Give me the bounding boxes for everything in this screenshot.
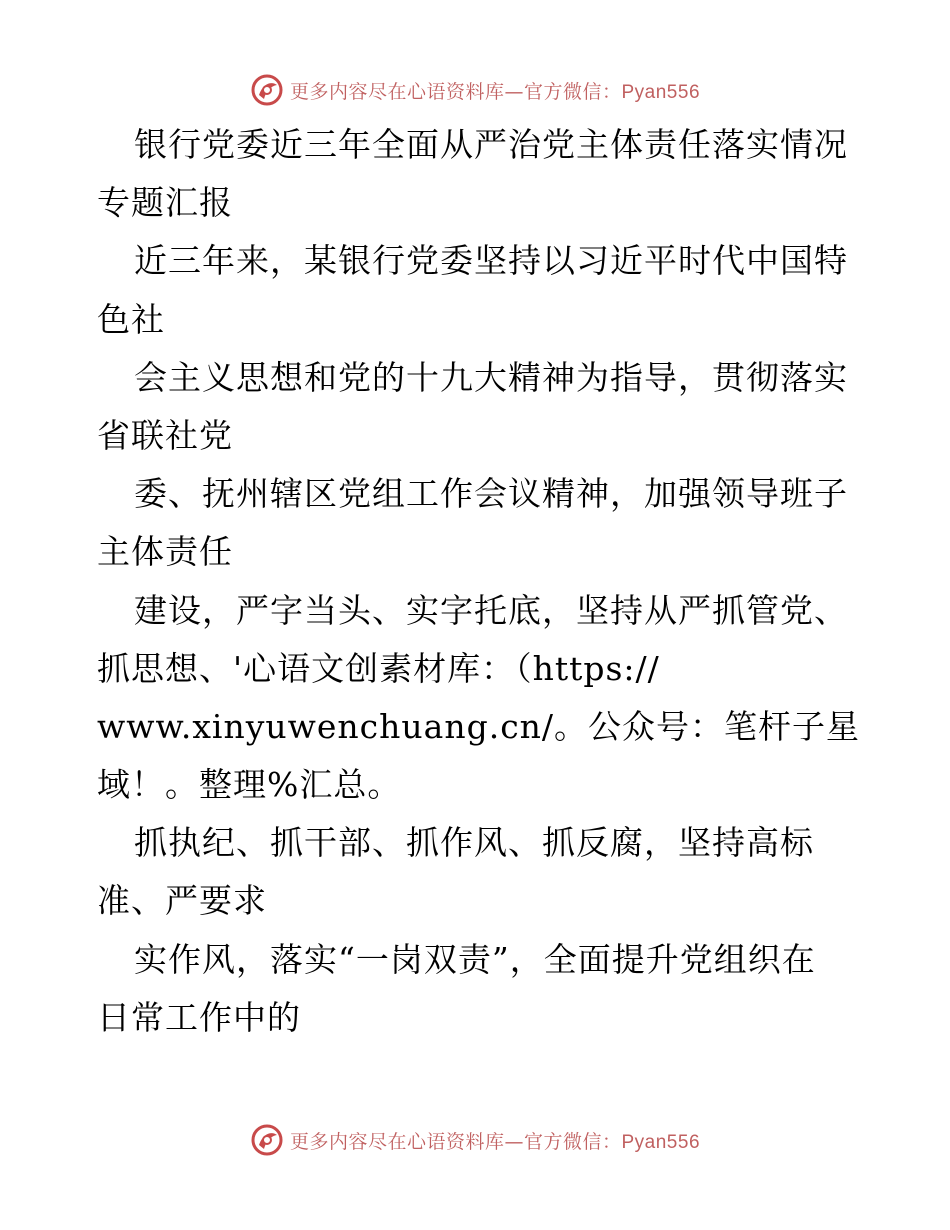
paragraph-line: 抓执纪、抓干部、抓作风、抓反腐，坚持高标 [134, 823, 814, 863]
watermark-label: 更多内容尽在心语资料库—官方微信： [289, 1130, 622, 1153]
paragraph-line: 主体责任 [97, 532, 233, 572]
paragraph-line: 省联社党 [97, 415, 233, 455]
watermark-account: Pyan556 [621, 81, 701, 103]
paragraph-line: 会主义思想和党的十九大精神为指导，贯彻落实 [134, 357, 848, 397]
paragraph-line: 域！。整理%汇总。 [97, 765, 402, 805]
title-line-1: 银行党委近三年全面从严治党主体责任落实情况 [134, 125, 848, 164]
paragraph-line: www.xinyuwenchuang.cn/。公众号：笔杆子星 [97, 706, 861, 746]
watermark-text [290, 1127, 700, 1154]
watermark-account: Pyan556 [621, 1131, 701, 1153]
red-ribbon-logo-icon [250, 1123, 284, 1157]
footer-watermark [0, 1120, 950, 1160]
paragraph-line: 准、严要求 [97, 881, 267, 921]
red-ribbon-logo-icon [250, 73, 284, 107]
paragraph-line: 日常工作中的 [97, 997, 301, 1037]
paragraph-line: 抓思想、'心语文创素材库：（https:// [97, 648, 660, 688]
watermark-label: 更多内容尽在心语资料库—官方微信： [289, 80, 622, 103]
title-line-2: 专题汇报 [97, 183, 233, 223]
paragraph-line: 色社 [97, 299, 165, 339]
watermark-text [290, 77, 700, 104]
paragraph-line: 委、抚州辖区党组工作会议精神，加强领导班子 [134, 474, 848, 514]
paragraph-line: 建设，严字当头、实字托底，坚持从严抓管党、 [134, 590, 848, 630]
paragraph-line: 近三年来，某银行党委坚持以习近平时代中国特 [134, 241, 848, 281]
paragraph-line: 实作风，落实“一岗双责”，全面提升党组织在 [134, 939, 816, 979]
header-watermark [0, 70, 950, 110]
document-body [97, 116, 867, 1047]
